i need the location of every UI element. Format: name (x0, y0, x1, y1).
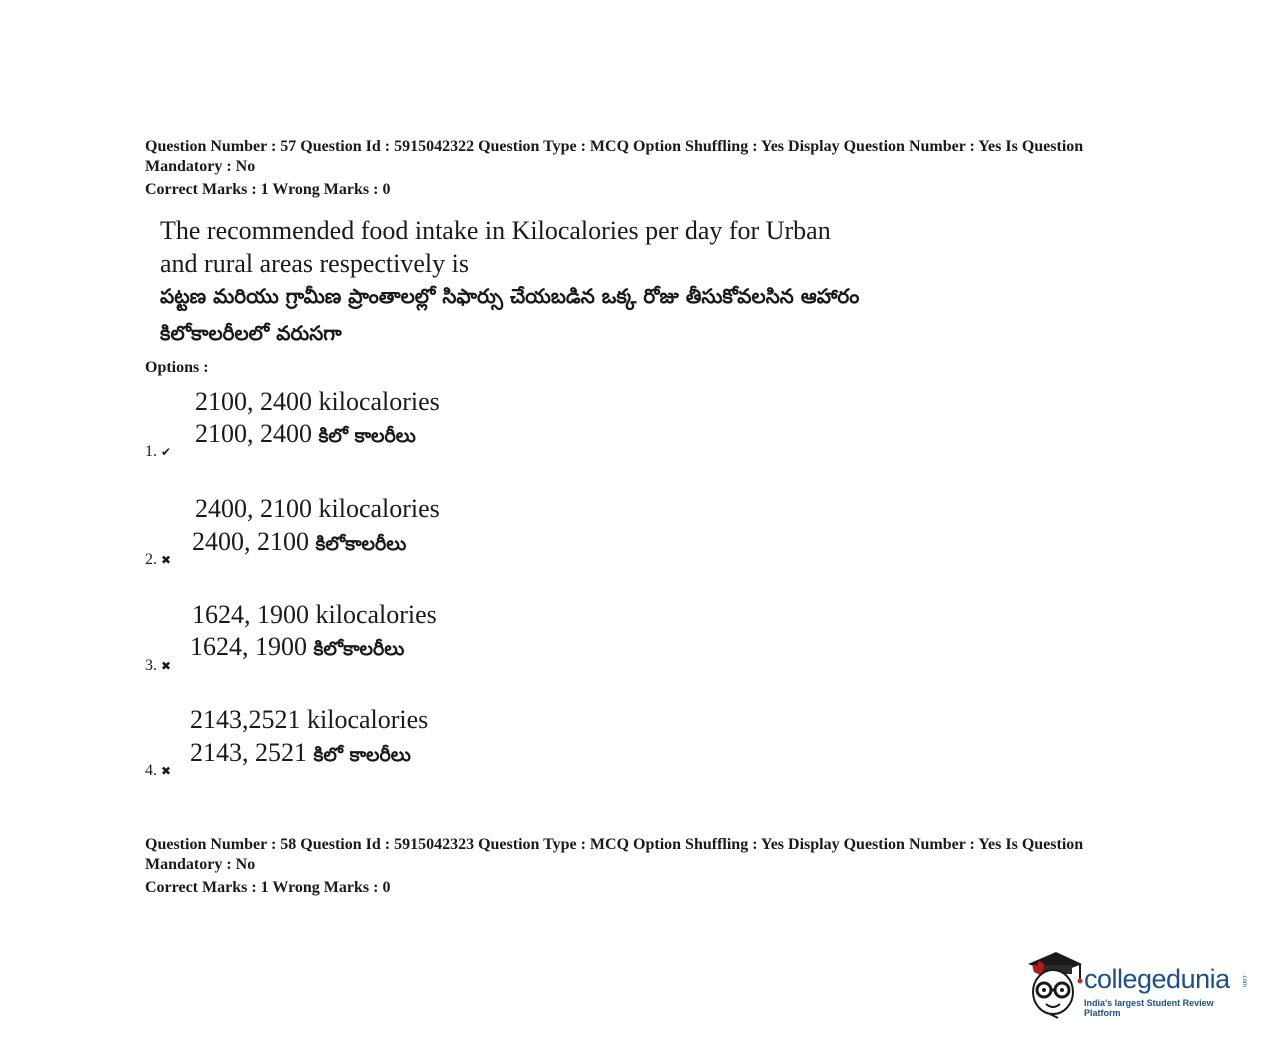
option-4-te-word: కిలో కాలరీలు (313, 744, 411, 766)
question-meta: Question Number : 58 Question Id : 5915042323 Question Type : MCQ Option Shuffling : Yes Display Question Number : Yes Is Question Mandatory : No (145, 836, 1084, 873)
option-number-label: 1. (145, 443, 157, 460)
option-1-te-number: 2100, 2400 (195, 419, 312, 448)
option-3-text-te (190, 632, 404, 664)
question-text-en-line2: and rural areas respectively is (160, 249, 469, 278)
question-meta: Question Number : 57 Question Id : 5915042322 Question Type : MCQ Option Shuffling : Yes Display Question Number : Yes Is Question Mandatory : No (145, 138, 1084, 175)
correct-check-icon: ✔ (161, 445, 172, 459)
option-2-text-te (192, 527, 406, 559)
option-3-te-word: కిలోకాలరీలు (313, 638, 405, 660)
wrong-cross-icon: ✖ (161, 659, 172, 673)
question-marks: Correct Marks : 1 Wrong Marks : 0 (145, 879, 391, 896)
option-number-label: 2. (145, 551, 157, 568)
wrong-cross-icon: ✖ (161, 553, 172, 567)
question-text-te-line1: పట్టణ మరియు గ్రామీణ ప్రాంతాలల్లో సిఫార్సు చేయబడిన ఒక్క రోజు తీసుకోవలసిన ఆహారం (160, 284, 860, 308)
option-4-number (145, 762, 171, 780)
option-2-text-en: 2400, 2100 kilocalories (195, 494, 440, 523)
question-text-en-line1: The recommended food intake in Kilocalories per day for Urban (160, 216, 831, 245)
logo-suffix: .com (1241, 974, 1247, 988)
option-2-te-number: 2400, 2100 (192, 527, 309, 556)
collegedunia-logo (1022, 950, 1252, 1020)
option-1-text-en: 2100, 2400 kilocalories (195, 387, 440, 416)
option-1-number (145, 443, 171, 461)
option-number-label: 3. (145, 657, 157, 674)
option-4-text-en: 2143,2521 kilocalories (190, 705, 429, 734)
logo-tagline: India's largest Student Review Platform (1084, 998, 1214, 1018)
wrong-cross-icon: ✖ (161, 764, 172, 778)
question-marks: Correct Marks : 1 Wrong Marks : 0 (145, 181, 391, 198)
option-3-text-en: 1624, 1900 kilocalories (192, 600, 437, 629)
option-1-text-te (195, 419, 416, 451)
option-1-te-word: కిలో కాలరీలు (318, 425, 416, 447)
logo-name: collegedunia (1084, 964, 1230, 994)
option-number-label: 4. (145, 762, 157, 779)
option-2-number (145, 551, 171, 569)
option-4-te-number: 2143, 2521 (190, 738, 307, 767)
option-4-text-te (190, 738, 411, 770)
option-3-te-number: 1624, 1900 (190, 632, 307, 661)
options-label: Options : (145, 359, 209, 376)
question-text-te-line2: కిలోకాలరీలలో వరుసగా (160, 321, 342, 345)
mascot-logo-icon (1022, 950, 1084, 1020)
option-3-number (145, 657, 171, 675)
option-2-te-word: కిలోకాలరీలు (315, 533, 407, 555)
